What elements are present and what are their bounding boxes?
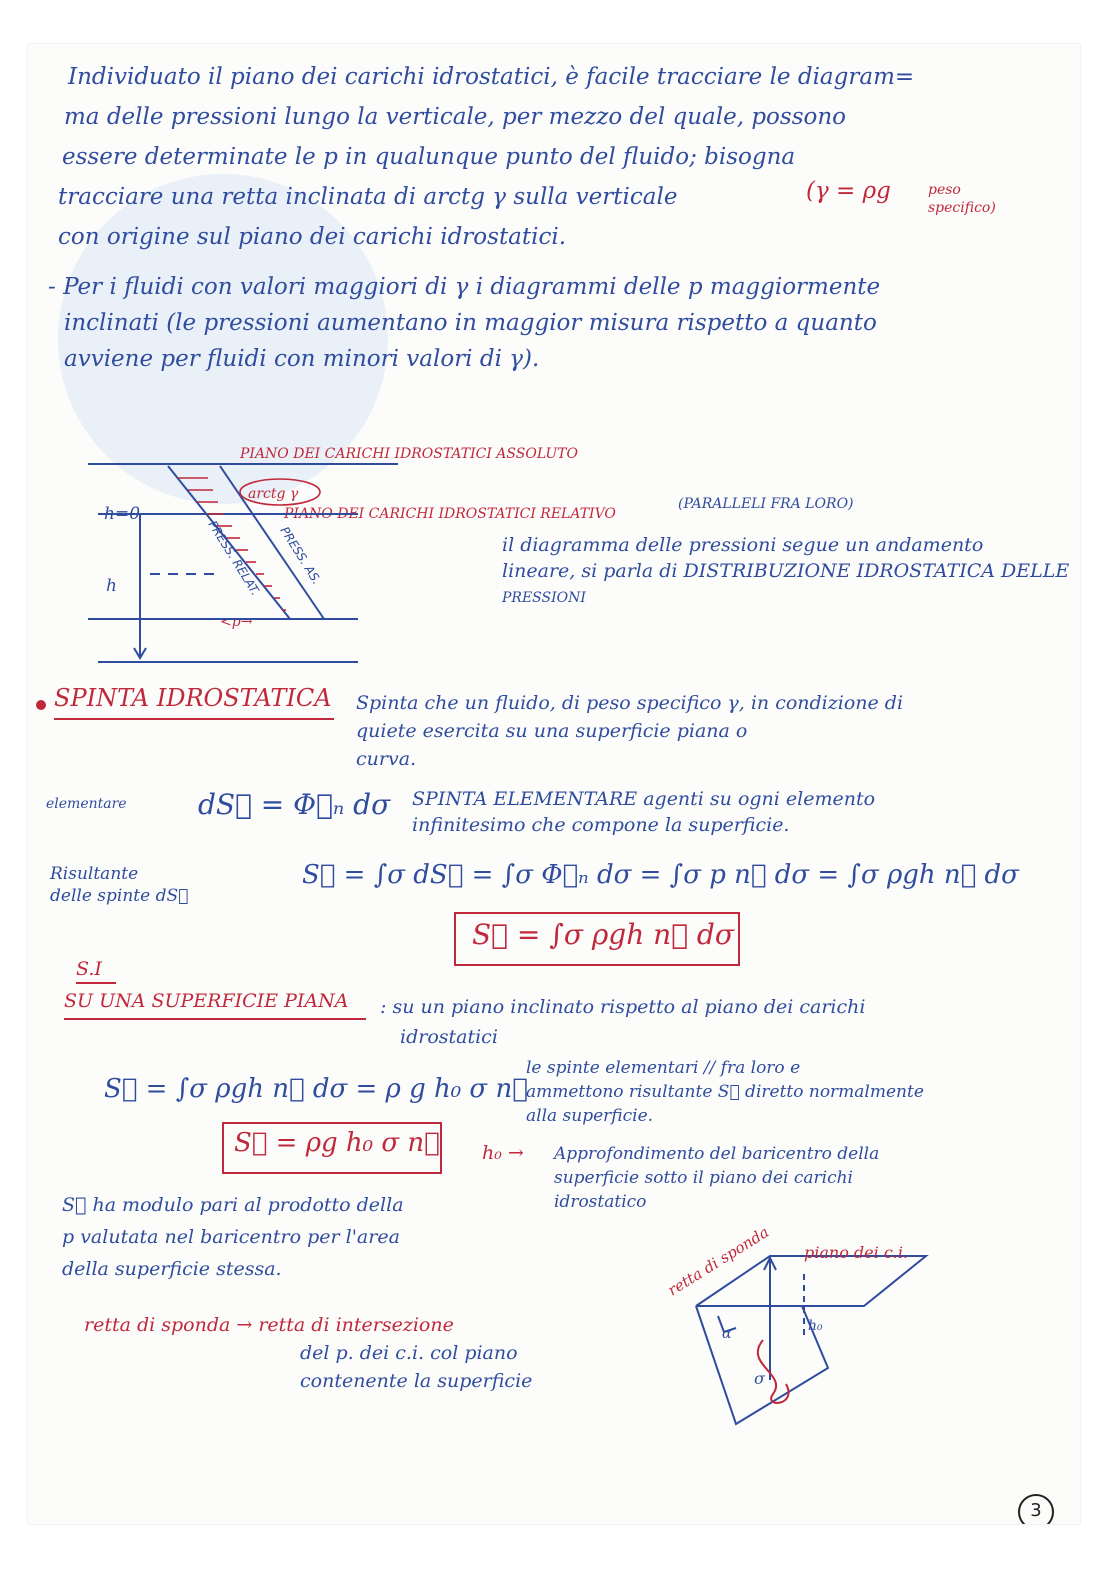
parallel-note-2: ammettono risultante S⃗ diretto normalmente xyxy=(526,1082,924,1102)
specifico-label: specifico) xyxy=(928,200,996,216)
sponda-line-2: del p. dei c.i. col piano xyxy=(300,1342,518,1364)
si-label: S.I xyxy=(76,958,102,980)
label-piano-relativo: PIANO DEI CARICHI IDROSTATICI RELATIVO xyxy=(284,506,616,522)
diagram-note-line-2: lineare, si parla di DISTRIBUZIONE IDROSTATICA DELLE xyxy=(502,560,1070,582)
label-p: <p→ xyxy=(220,614,253,630)
peso-label: peso xyxy=(928,182,961,198)
modulo-line-1: S⃗ ha modulo pari al prodotto della xyxy=(62,1194,404,1216)
sp-desc-line-2: idrostatici xyxy=(400,1026,498,1048)
diagram-note-line-1: il diagramma delle pressioni segue un andamento xyxy=(502,534,984,556)
press-rel-label: PRESS. RELAT. xyxy=(205,518,263,598)
sp-boxed-formula: S⃗ = ρg h₀ σ n⃗ xyxy=(234,1128,440,1158)
h0-label: h₀ → xyxy=(482,1142,524,1164)
boxed-formula: S⃗ = ∫σ ρgh n⃗ dσ xyxy=(472,918,734,951)
sp-formula: S⃗ = ∫σ ρgh n⃗ dσ = ρ g h₀ σ n⃗ xyxy=(104,1074,528,1104)
sponda-line-1: retta di sponda → retta di intersezione xyxy=(84,1314,454,1336)
modulo-line-2: p valutata nel baricentro per l'area xyxy=(62,1226,400,1248)
elem-desc-line-2: infinitesimo che compone la superficie. xyxy=(412,814,790,836)
intro-line-2: ma delle pressioni lungo la verticale, per mezzo del quale, possono xyxy=(64,104,847,130)
inclined-plane-diagram xyxy=(28,44,1080,1524)
page-number: 3 xyxy=(1018,1494,1054,1524)
h0-desc-2: superficie sotto il piano dei carichi xyxy=(554,1168,853,1188)
note-line-1: - Per i fluidi con valori maggiori di γ i diagrammi delle p maggiormente xyxy=(48,274,881,300)
section-title-spinta: SPINTA IDROSTATICA xyxy=(54,684,332,712)
intro-line-4: tracciare una retta inclinata di arctg γ sulla verticale xyxy=(58,184,678,210)
modulo-line-3: della superficie stessa. xyxy=(62,1258,282,1280)
retta-sponda-label: retta di sponda xyxy=(664,1222,773,1300)
alpha-label: α xyxy=(722,1326,732,1342)
superficie-piana-title: SU UNA SUPERFICIE PIANA xyxy=(64,990,349,1012)
spinta-def-line-2: quiete esercita su una superficie piana o xyxy=(356,720,748,742)
sigma-label: σ xyxy=(754,1369,765,1388)
elem-desc-line-1: SPINTA ELEMENTARE agenti su ogni elemento xyxy=(412,788,876,810)
parallel-note-3: alla superficie. xyxy=(526,1106,654,1126)
risultante-label-2: delle spinte dS⃗ xyxy=(50,886,189,906)
label-piano-assoluto: PIANO DEI CARICHI IDROSTATICI ASSOLUTO xyxy=(240,446,578,462)
spinta-def-line-3: curva. xyxy=(356,748,417,770)
intro-line-5: con origine sul piano dei carichi idrostatici. xyxy=(58,224,567,250)
elementare-label: elementare xyxy=(46,796,127,812)
sp-desc-line-1: : su un piano inclinato rispetto al piano dei carichi xyxy=(380,996,866,1018)
press-ass-label: PRESS. AS. xyxy=(277,524,324,587)
label-paralleli: (PARALLELI FRA LORO) xyxy=(678,496,854,512)
elementary-formula: dS⃗ = Φ⃗ₙ dσ xyxy=(198,788,391,821)
label-h0: h=0 xyxy=(104,504,141,524)
diagram-note-line-3: PRESSIONI xyxy=(502,590,586,606)
label-h: h xyxy=(106,576,117,596)
sponda-line-3: contenente la superficie xyxy=(300,1370,533,1392)
notebook-page xyxy=(28,44,1080,1524)
gamma-definition: (γ = ρg xyxy=(806,178,891,204)
intro-line-1: Individuato il piano dei carichi idrostatici, è facile tracciare le diagram= xyxy=(68,64,915,90)
spinta-def-line-1: Spinta che un fluido, di peso specifico γ, in condizione di xyxy=(356,692,904,714)
h0-diagram-label: h₀ xyxy=(808,1318,823,1334)
note-line-2: inclinati (le pressioni aumentano in maggior misura rispetto a quanto xyxy=(64,310,877,336)
risultante-label-1: Risultante xyxy=(50,864,139,884)
note-line-3: avviene per fluidi con minori valori di γ). xyxy=(64,346,540,372)
intro-line-3: essere determinate le p in qualunque punto del fluido; bisogna xyxy=(62,144,796,170)
parallel-note-1: le spinte elementari // fra loro e xyxy=(526,1058,801,1078)
piano-ci-label: piano dei c.i. xyxy=(804,1243,909,1262)
result-formula: S⃗ = ∫σ dS⃗ = ∫σ Φ⃗ₙ dσ = ∫σ p n⃗ dσ = ∫σ ρgh n⃗ dσ xyxy=(302,860,1019,890)
h0-desc-3: idrostatico xyxy=(554,1192,647,1212)
label-arctg: arctg γ xyxy=(248,486,299,502)
h0-desc-1: Approfondimento del baricentro della xyxy=(554,1144,880,1164)
